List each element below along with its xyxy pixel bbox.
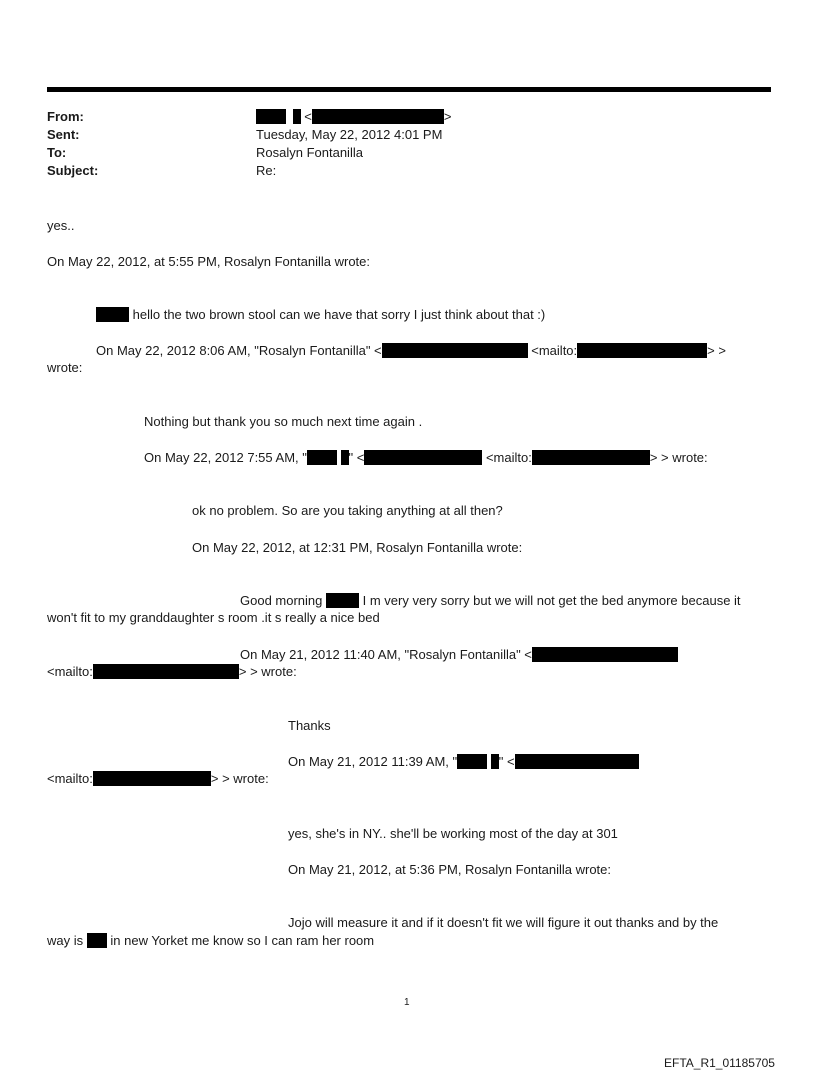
body-line: yes..: [47, 218, 75, 233]
redaction: [293, 109, 301, 124]
body-line: On May 22, 2012 8:06 AM, "Rosalyn Fontanilla" < <mailto: > >: [96, 343, 726, 358]
redaction: [256, 109, 286, 124]
body-line: <mailto: > > wrote:: [47, 664, 297, 679]
redaction: [93, 664, 239, 679]
redaction: [532, 450, 650, 465]
body-line: Thanks: [288, 718, 331, 733]
subject-value: Re:: [256, 163, 277, 178]
to-value: Rosalyn Fontanilla: [256, 145, 363, 160]
redaction: [307, 450, 337, 465]
body-line: Jojo will measure it and if it doesn't fit we will figure it out thanks and by the: [288, 915, 719, 930]
body-line: On May 21, 2012 11:40 AM, "Rosalyn Fontanilla" <: [240, 647, 678, 663]
body-line: Nothing but thank you so much next time again .: [144, 414, 423, 429]
header-rule: [47, 87, 771, 92]
body-line: On May 22, 2012 7:55 AM, " " < <mailto: > > wrote:: [144, 450, 708, 465]
redaction: [382, 343, 528, 358]
redaction: [326, 593, 359, 608]
redaction: [87, 933, 107, 948]
body-line: way is in new Yorket me know so I can ram her room: [47, 933, 375, 948]
subject-label: Subject:: [47, 163, 99, 178]
body-line: On May 21, 2012, at 5:36 PM, Rosalyn Fontanilla wrote:: [288, 862, 612, 877]
redaction: [515, 754, 639, 769]
redaction: [93, 771, 211, 786]
body-line: wrote:: [47, 360, 83, 375]
body-line: Good morning I m very very sorry but we will not get the bed anymore because it: [240, 593, 741, 608]
document-id: EFTA_R1_01185705: [664, 1056, 775, 1070]
redaction: [364, 450, 482, 465]
page-number: 1: [404, 997, 410, 1008]
redaction: [341, 450, 349, 465]
body-line: On May 22, 2012, at 5:55 PM, Rosalyn Fontanilla wrote:: [47, 254, 371, 269]
body-line: yes, she's in NY.. she'll be working most of the day at 301: [288, 826, 618, 841]
redaction: [577, 343, 707, 358]
sent-label: Sent:: [47, 127, 80, 142]
redaction: [96, 307, 129, 322]
body-line: <mailto: > > wrote:: [47, 771, 269, 786]
sent-value: Tuesday, May 22, 2012 4:01 PM: [256, 127, 443, 142]
redaction: [532, 647, 678, 662]
redaction: [457, 754, 487, 769]
to-label: To:: [47, 145, 67, 160]
from-value: < >: [256, 109, 451, 125]
body-line: ok no problem. So are you taking anything at all then?: [192, 503, 503, 518]
redaction: [491, 754, 499, 769]
body-line: On May 22, 2012, at 12:31 PM, Rosalyn Fontanilla wrote:: [192, 540, 523, 555]
body-line: won't fit to my granddaughter s room .it s really a nice bed: [47, 610, 380, 625]
from-label: From:: [47, 109, 84, 124]
redaction: [312, 109, 444, 124]
body-line: On May 21, 2012 11:39 AM, " " <: [288, 754, 639, 770]
body-line: hello the two brown stool can we have that sorry I just think about that :): [96, 307, 545, 323]
